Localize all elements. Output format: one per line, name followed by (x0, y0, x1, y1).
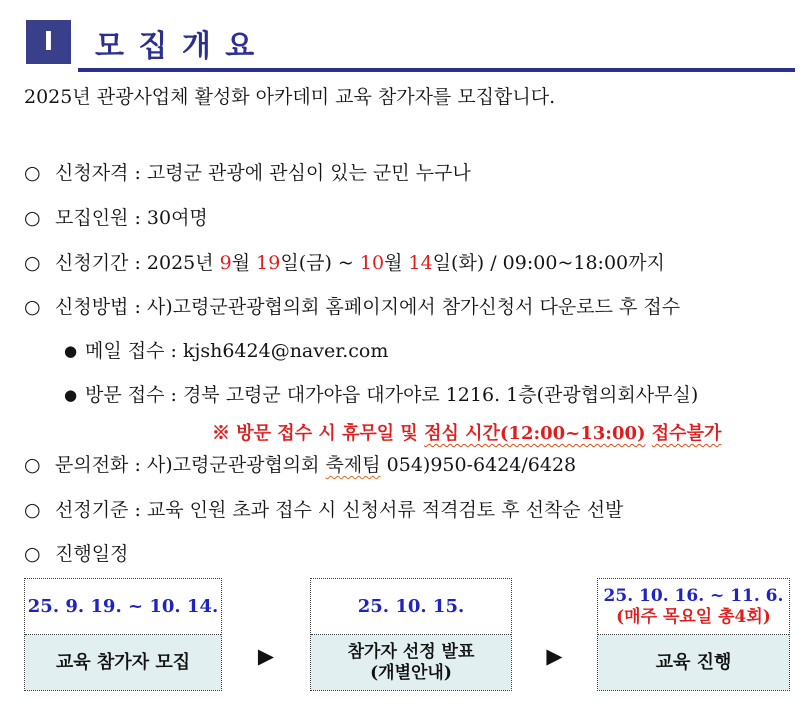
capacity-label: 모집인원 (55, 207, 129, 229)
circle-bullet-icon: ○ (24, 162, 41, 184)
row-qualification (24, 162, 471, 185)
page-title: 모 집 개 요 (95, 29, 257, 64)
row-period (24, 252, 665, 275)
row-visit (64, 384, 698, 407)
schedule-flow (24, 578, 790, 691)
visit-note (212, 419, 721, 445)
period-end-month: 10 (359, 252, 385, 274)
note-not-accepted: 접수불가 (651, 423, 722, 444)
training-date: 25. 10. 16. ~ 11. 6. (603, 585, 784, 606)
row-timeline-heading (24, 543, 128, 566)
schedule-step-training (597, 578, 790, 691)
announce-label-line2: (개별안내) (370, 662, 452, 683)
announce-date: 25. 10. 15. (357, 595, 465, 617)
circle-bullet-icon: ○ (24, 296, 41, 318)
qualification-label: 신청자격 (55, 162, 129, 184)
circle-bullet-icon: ○ (24, 454, 41, 476)
period-text: 일(화) / 09:00~18:00까지 (432, 252, 665, 274)
period-text: 일(금) ~ (280, 252, 360, 274)
note-text: ※ 방문 접수 시 휴무일 및 (212, 423, 425, 444)
period-label: 신청기간 (55, 252, 129, 274)
period-end-day: 14 (408, 252, 433, 274)
arrow-right-icon: ▶ (546, 644, 563, 668)
visit-label: 방문 접수 (85, 384, 165, 406)
training-date-detail: (매주 목요일 총4회) (616, 606, 771, 627)
row-capacity (24, 207, 208, 230)
email-text: : kjsh6424@naver.com (164, 340, 389, 362)
period-text: 월 (384, 252, 409, 274)
contact-org: : 사)고령군관광협의회 (128, 454, 326, 476)
recruit-label: 교육 참가자 모집 (55, 651, 191, 673)
row-method (24, 296, 680, 319)
schedule-step-training-date (598, 579, 789, 635)
dot-bullet-icon: ● (64, 386, 78, 404)
schedule-step-training-label (598, 635, 789, 690)
row-contact (24, 454, 576, 477)
intro-text: 2025년 관광사업체 활성화 아카데미 교육 참가자를 모집합니다. (24, 86, 556, 108)
period-text: : 2025년 (128, 252, 220, 274)
method-text: : 사)고령군관광협의회 홈페이지에서 참가신청서 다운로드 후 접수 (128, 296, 681, 318)
schedule-step-recruit-label (25, 635, 221, 690)
section-header (26, 20, 795, 76)
row-email (64, 340, 388, 363)
circle-bullet-icon: ○ (24, 252, 41, 274)
period-text: 월 (231, 252, 257, 274)
section-numeral-box (26, 20, 71, 64)
row-criteria (24, 499, 623, 522)
schedule-gap (222, 578, 310, 691)
recruit-date: 25. 9. 19. ~ 10. 14. (27, 595, 219, 617)
timeline-label: 진행일정 (55, 543, 129, 565)
visit-text: : 경북 고령군 대가야읍 대가야로 1216. 1층(관광협의회사무실) (164, 384, 699, 406)
contact-team: 축제팀 (325, 454, 381, 476)
circle-bullet-icon: ○ (24, 543, 41, 565)
contact-label: 문의전화 (55, 454, 129, 476)
schedule-step-announce (310, 578, 512, 691)
section-numeral: I (43, 27, 54, 57)
capacity-text: : 30여명 (128, 207, 208, 229)
method-label: 신청방법 (55, 296, 129, 318)
schedule-step-announce-date (311, 579, 511, 635)
schedule-step-announce-label (311, 635, 511, 690)
circle-bullet-icon: ○ (24, 207, 41, 229)
schedule-step-recruit (24, 578, 222, 691)
circle-bullet-icon: ○ (24, 499, 41, 521)
arrow-right-icon: ▶ (257, 644, 275, 668)
period-start-day: 19 (256, 252, 281, 274)
note-lunch-hours: 점심 시간(12:00~13:00) (424, 423, 646, 444)
schedule-gap (512, 578, 597, 691)
email-label: 메일 접수 (85, 340, 165, 362)
dot-bullet-icon: ● (64, 342, 78, 360)
training-label: 교육 진행 (655, 651, 732, 673)
criteria-label: 선정기준 (55, 499, 129, 521)
contact-phone: 054)950-6424/6428 (380, 454, 577, 476)
qualification-text: : 고령군 관광에 관심이 있는 군민 누구나 (128, 162, 471, 184)
period-start-month: 9 (219, 252, 232, 274)
title-underline (78, 68, 795, 72)
announce-label-line1: 참가자 선정 발표 (347, 641, 475, 662)
schedule-step-recruit-date (25, 579, 221, 635)
criteria-text: : 교육 인원 초과 접수 시 신청서류 적격검토 후 선착순 선발 (128, 499, 624, 521)
